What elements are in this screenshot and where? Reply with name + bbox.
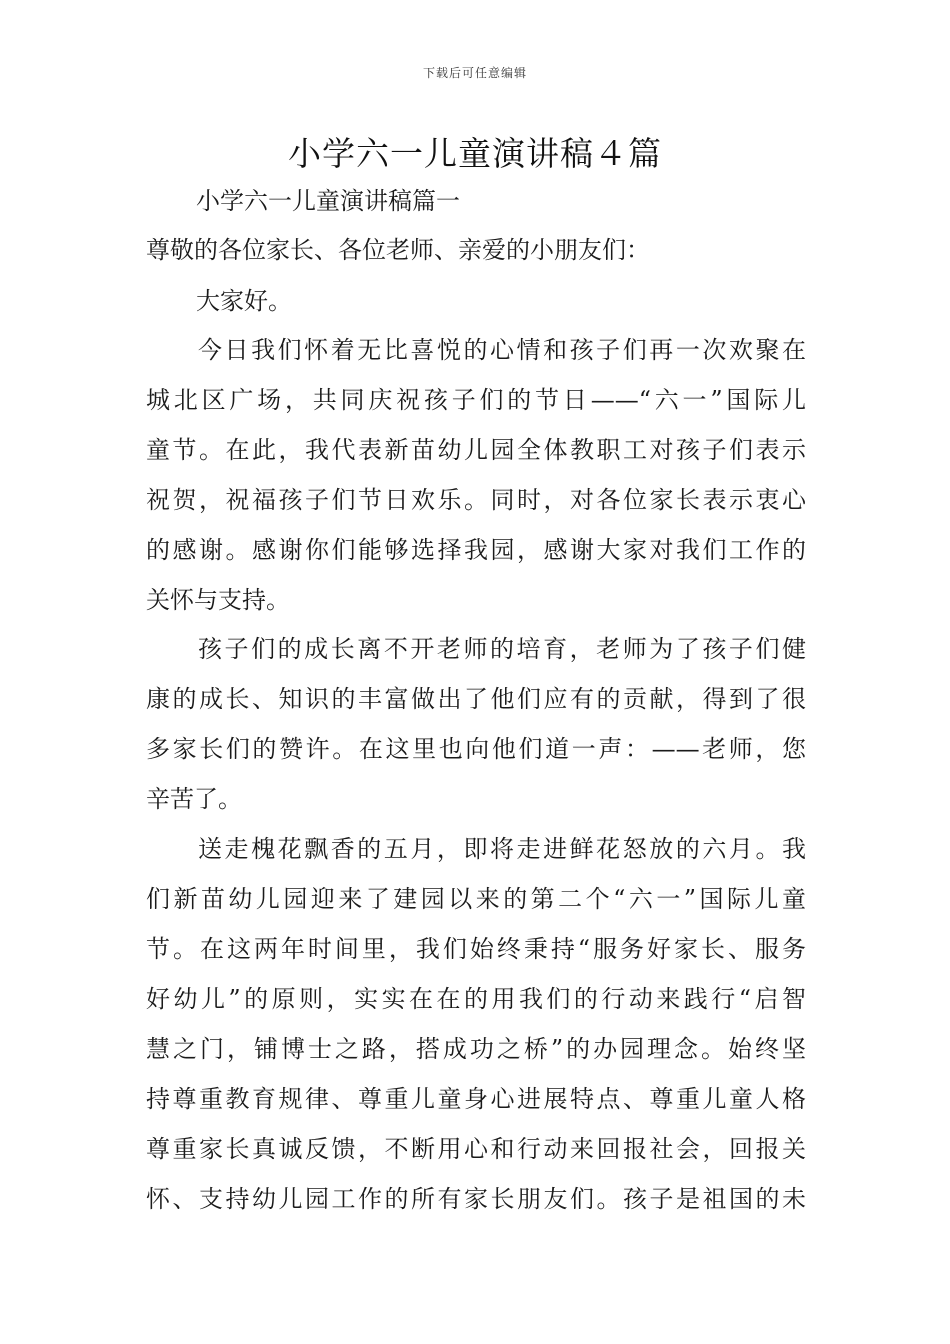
- paragraph-line: 今日我们怀着无比喜悦的心情和孩子们再一次欢聚在: [198, 336, 806, 364]
- paragraph-line: 童节。在此，我代表新苗幼儿园全体教职工对孩子们表示: [146, 436, 806, 464]
- paragraph-line: 送走槐花飘香的五月，即将走进鲜花怒放的六月。我: [198, 835, 806, 863]
- paragraph-line: 尊重家长真诚反馈，不断用心和行动来回报社会，回报关: [146, 1135, 806, 1163]
- paragraph-1: [146, 325, 806, 625]
- paragraph-line: 关怀与支持。: [146, 586, 290, 614]
- paragraph-line: 孩子们的成长离不开老师的培育，老师为了孩子们健: [198, 635, 806, 663]
- paragraph-line: 怀、支持幼儿园工作的所有家长朋友们。孩子是祖国的未: [146, 1185, 806, 1213]
- paragraph-line: 多家长们的赞许。在这里也向他们道一声：——老师，您: [146, 735, 806, 763]
- paragraph-line: 的感谢。感谢你们能够选择我园，感谢大家对我们工作的: [146, 536, 806, 564]
- paragraph-line: 持尊重教育规律、尊重儿童身心进展特点、尊重儿童人格: [146, 1085, 806, 1113]
- paragraph-line: 们新苗幼儿园迎来了建园以来的第二个“六一”国际儿童: [146, 885, 806, 913]
- header-note: 下载后可任意编辑: [422, 66, 527, 80]
- paragraph-line: 辛苦了。: [146, 785, 242, 813]
- section-heading: 小学六一儿童演讲稿篇一: [196, 187, 460, 215]
- paragraph-line: 节。在这两年时间里，我们始终秉持“服务好家长、服务: [146, 935, 806, 963]
- paragraph-line: 好幼儿”的原则，实实在在的用我们的行动来践行“启智: [146, 985, 806, 1013]
- paragraph-line: 康的成长、知识的丰富做出了他们应有的贡献，得到了很: [146, 685, 806, 713]
- paragraph-line: 城北区广场，共同庆祝孩子们的节日——“六一”国际儿: [146, 386, 806, 414]
- paragraph-2: [146, 624, 806, 824]
- paragraph-line: 祝贺，祝福孩子们节日欢乐。同时，对各位家长表示衷心: [146, 486, 806, 514]
- salutation: 尊敬的各位家长、各位老师、亲爱的小朋友们：: [146, 236, 650, 264]
- document-title: 小学六一儿童演讲稿４篇: [288, 134, 662, 173]
- greeting: 大家好。: [196, 287, 292, 315]
- paragraph-3: [146, 824, 806, 1224]
- paragraph-line: 慧之门，铺博士之路，搭成功之桥”的办园理念。始终坚: [146, 1035, 806, 1063]
